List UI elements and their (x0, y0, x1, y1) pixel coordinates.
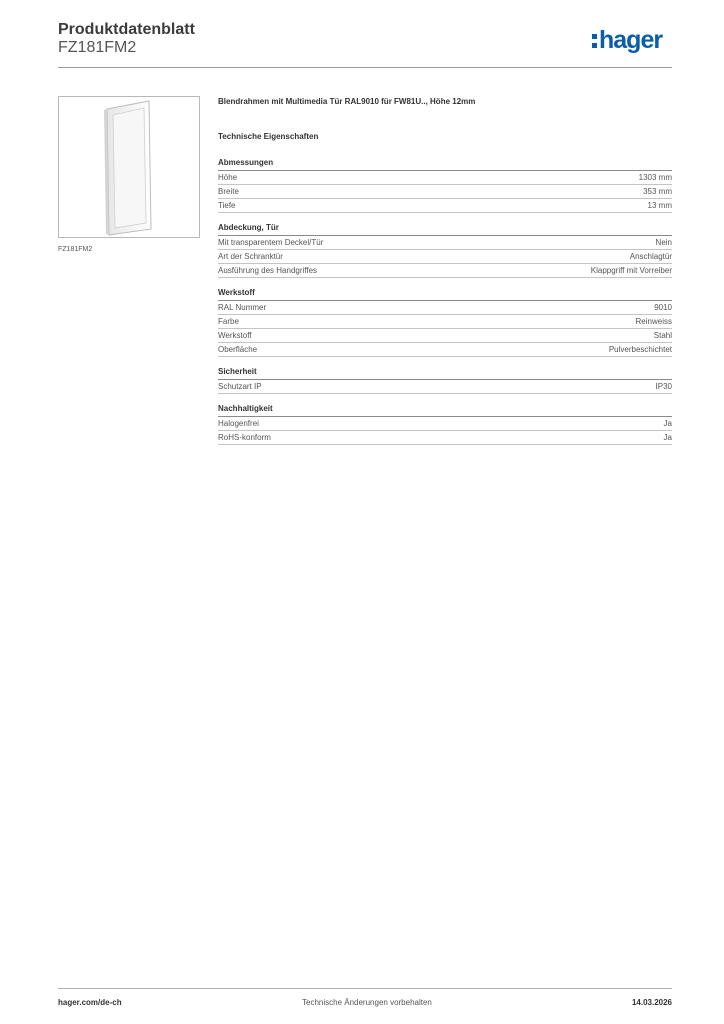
property-value: 9010 (654, 303, 672, 312)
property-row (218, 236, 672, 250)
section-title: Sicherheit (218, 367, 672, 380)
property-label: Oberfläche (218, 345, 258, 354)
section-title: Nachhaltigkeit (218, 404, 672, 417)
property-row (218, 264, 672, 278)
property-row (218, 343, 672, 357)
property-label: Mit transparentem Deckel/Tür (218, 238, 324, 247)
properties-sections (218, 158, 672, 445)
property-label: RAL Nummer (218, 303, 267, 312)
datasheet-content (218, 96, 672, 445)
property-label: Ausführung des Handgriffes (218, 266, 318, 275)
property-label: Höhe (218, 173, 238, 182)
property-label: Werkstoff (218, 331, 252, 340)
property-row (218, 417, 672, 431)
property-label: Tiefe (218, 201, 236, 210)
property-value: 13 mm (647, 201, 672, 210)
property-row (218, 250, 672, 264)
footer-date: 14.03.2026 (631, 998, 672, 1007)
property-row (218, 431, 672, 445)
property-value: Reinweiss (635, 317, 672, 326)
property-value: 353 mm (643, 187, 672, 196)
logo-text: hager (599, 26, 663, 54)
header-divider (58, 67, 672, 68)
property-row (218, 185, 672, 199)
property-label: Schutzart IP (218, 382, 262, 391)
product-image (58, 96, 200, 238)
property-value: Anschlagtür (629, 252, 672, 261)
property-value: 1303 mm (638, 173, 672, 182)
property-row (218, 315, 672, 329)
section-title: Werkstoff (218, 288, 672, 301)
footer-notice: Technische Änderungen vorbehalten (302, 998, 432, 1007)
image-caption: FZ181FM2 (58, 246, 93, 253)
property-row (218, 329, 672, 343)
property-value: Ja (663, 419, 672, 428)
property-row (218, 301, 672, 315)
hager-logo (592, 26, 662, 54)
property-section (218, 404, 672, 445)
technical-properties-heading: Technische Eigenschaften (218, 132, 319, 141)
property-label: RoHS-konform (218, 433, 271, 442)
property-value: Stahl (653, 331, 672, 340)
property-row (218, 171, 672, 185)
property-section (218, 223, 672, 278)
footer-website-link[interactable]: hager.com/de-ch (58, 998, 122, 1007)
property-label: Farbe (218, 317, 239, 326)
page-title: Produktdatenblatt (58, 21, 195, 38)
property-value: Pulverbeschichtet (608, 345, 672, 354)
property-value: Nein (655, 238, 672, 247)
property-value: IP30 (655, 382, 672, 391)
property-section (218, 367, 672, 394)
property-section (218, 288, 672, 357)
property-label: Art der Schranktür (218, 252, 283, 261)
product-code: FZ181FM2 (58, 39, 137, 56)
property-label: Breite (218, 187, 239, 196)
property-value: Klappgriff mit Vorreiber (590, 266, 672, 275)
footer-divider (58, 988, 672, 989)
logo-colon-icon (592, 32, 598, 54)
property-row (218, 380, 672, 394)
property-row (218, 199, 672, 213)
section-title: Abdeckung, Tür (218, 223, 672, 236)
product-description: Blendrahmen mit Multimedia Tür RAL9010 für FW81U.., Höhe 12mm (218, 97, 476, 106)
section-title: Abmessungen (218, 158, 672, 171)
property-value: Ja (663, 433, 672, 442)
property-section (218, 158, 672, 213)
door-frame-illustration (59, 97, 199, 237)
property-label: Halogenfrei (218, 419, 259, 428)
